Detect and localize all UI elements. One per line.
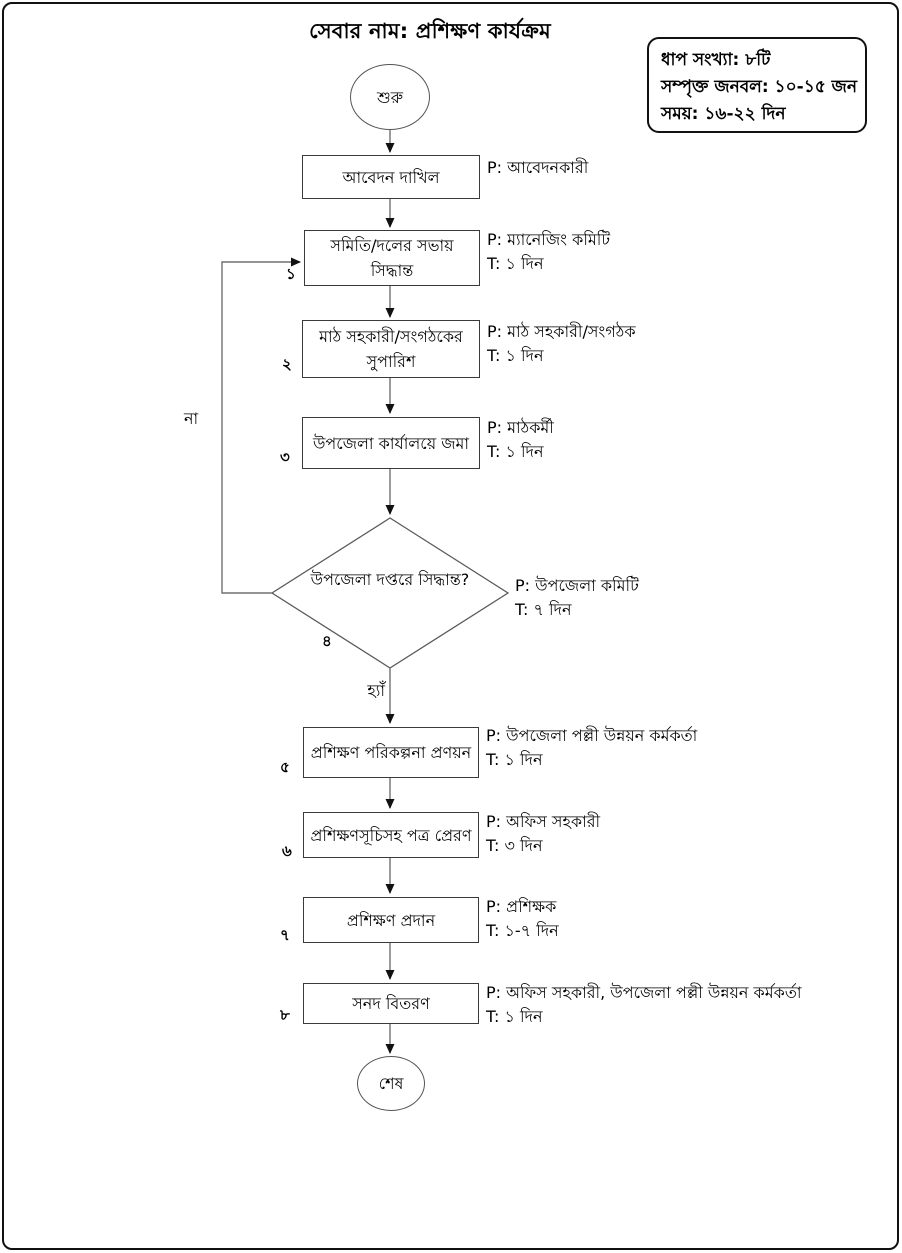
step-box-certificate-distribution <box>303 983 479 1024</box>
decision-yes-label: হ্যাঁ <box>367 681 385 700</box>
step-annotation <box>486 810 600 858</box>
step-annotation <box>486 981 801 1029</box>
step-box-label: প্রশিক্ষণ প্রদান <box>346 910 436 930</box>
step-box-send-letter-with-schedule <box>303 812 479 858</box>
step-number: ২ <box>282 355 292 373</box>
info-personnel: সম্পৃক্ত জনবল: ১০-১৫ জন <box>661 77 858 97</box>
start-node-label: শুরু <box>376 87 404 107</box>
step-box-label: সমিতি/দলের সভায় সিদ্ধান্ত <box>330 236 454 280</box>
annotation-person: P: মাঠ সহকারী/সংগঠক <box>487 322 636 341</box>
step-number: ৮ <box>280 1006 290 1024</box>
step-number: ৪ <box>322 632 332 650</box>
annotation-person: P: অফিস সহকারী <box>486 812 601 831</box>
step-box-label: আবেদন দাখিল <box>342 167 440 187</box>
step-annotation <box>487 416 554 464</box>
info-steps-count: ধাপ সংখ্যা: ৮টি <box>661 50 771 70</box>
annotation-time: T: ১ দিন <box>486 750 543 769</box>
step-box-label: সনদ বিতরণ <box>352 994 430 1013</box>
annotation-time: T: ১ দিন <box>487 346 544 365</box>
step-box-label: প্রশিক্ষণসূচিসহ পত্র প্রেরণ <box>310 825 472 845</box>
annotation-person: P: ম্যানেজিং কমিটি <box>487 230 611 249</box>
step-number: ৫ <box>280 758 290 776</box>
annotation-person: P: আবেদনকারী <box>487 158 589 177</box>
end-node <box>357 1056 425 1111</box>
step-number: ৩ <box>280 448 290 466</box>
annotation-time: T: ১ দিন <box>487 442 544 461</box>
step-box-label: মাঠ সহকারী/সংগঠকের সুপারিশ <box>319 327 463 371</box>
summary-info-box <box>647 37 867 133</box>
step-annotation <box>486 895 559 943</box>
annotation-person: P: প্রশিক্ষক <box>486 897 557 916</box>
page-title: সেবার নাম: প্রশিক্ষণ কার্যক্রম <box>309 19 551 43</box>
annotation-person: P: উপজেলা পল্লী উন্নয়ন কর্মকর্তা <box>486 726 698 745</box>
arrow-decision-no-loop <box>222 262 300 593</box>
step-annotation <box>515 574 639 622</box>
start-node <box>350 64 430 130</box>
step-box-label: প্রশিক্ষণ পরিকল্পনা প্রণয়ন <box>310 743 472 762</box>
annotation-person: P: মাঠকর্মী <box>487 418 554 437</box>
step-annotation <box>487 228 610 276</box>
decision-diamond-shape <box>272 518 508 668</box>
step-number: ১ <box>286 265 296 283</box>
annotation-time: T: ৩ দিন <box>486 836 543 855</box>
annotation-time: T: ১-৭ দিন <box>486 921 559 940</box>
step-annotation <box>487 320 636 368</box>
step-box-label: উপজেলা কার্যালয়ে জমা <box>312 433 470 453</box>
step-box-training-delivery <box>303 897 479 943</box>
info-duration: সময়: ১৬-২২ দিন <box>661 104 786 124</box>
annotation-time: T: ৭ দিন <box>515 600 572 619</box>
step-box-application-submission <box>302 155 480 199</box>
annotation-person: P: অফিস সহকারী, উপজেলা পল্লী উন্নয়ন কর্মকর্তা <box>486 983 802 1002</box>
end-node-label: শেষ <box>378 1074 404 1093</box>
step-annotation <box>487 156 588 180</box>
step-box-training-plan-formulation <box>303 727 479 778</box>
step-annotation <box>486 724 697 772</box>
annotation-time: T: ১ দিন <box>486 1007 543 1026</box>
step-box-field-assistant-recommendation <box>302 320 480 378</box>
decision-no-label: না <box>184 409 199 428</box>
step-number: ৭ <box>280 926 290 944</box>
step-number: ৬ <box>282 842 292 860</box>
annotation-time: T: ১ দিন <box>487 254 544 273</box>
annotation-person: P: উপজেলা কমিটি <box>515 576 639 595</box>
step-box-society-meeting-decision <box>304 230 480 286</box>
step-box-upazila-office-submission <box>302 417 480 469</box>
decision-node-label: উপজেলা দপ্তরে সিদ্ধান্ত? <box>310 570 470 589</box>
